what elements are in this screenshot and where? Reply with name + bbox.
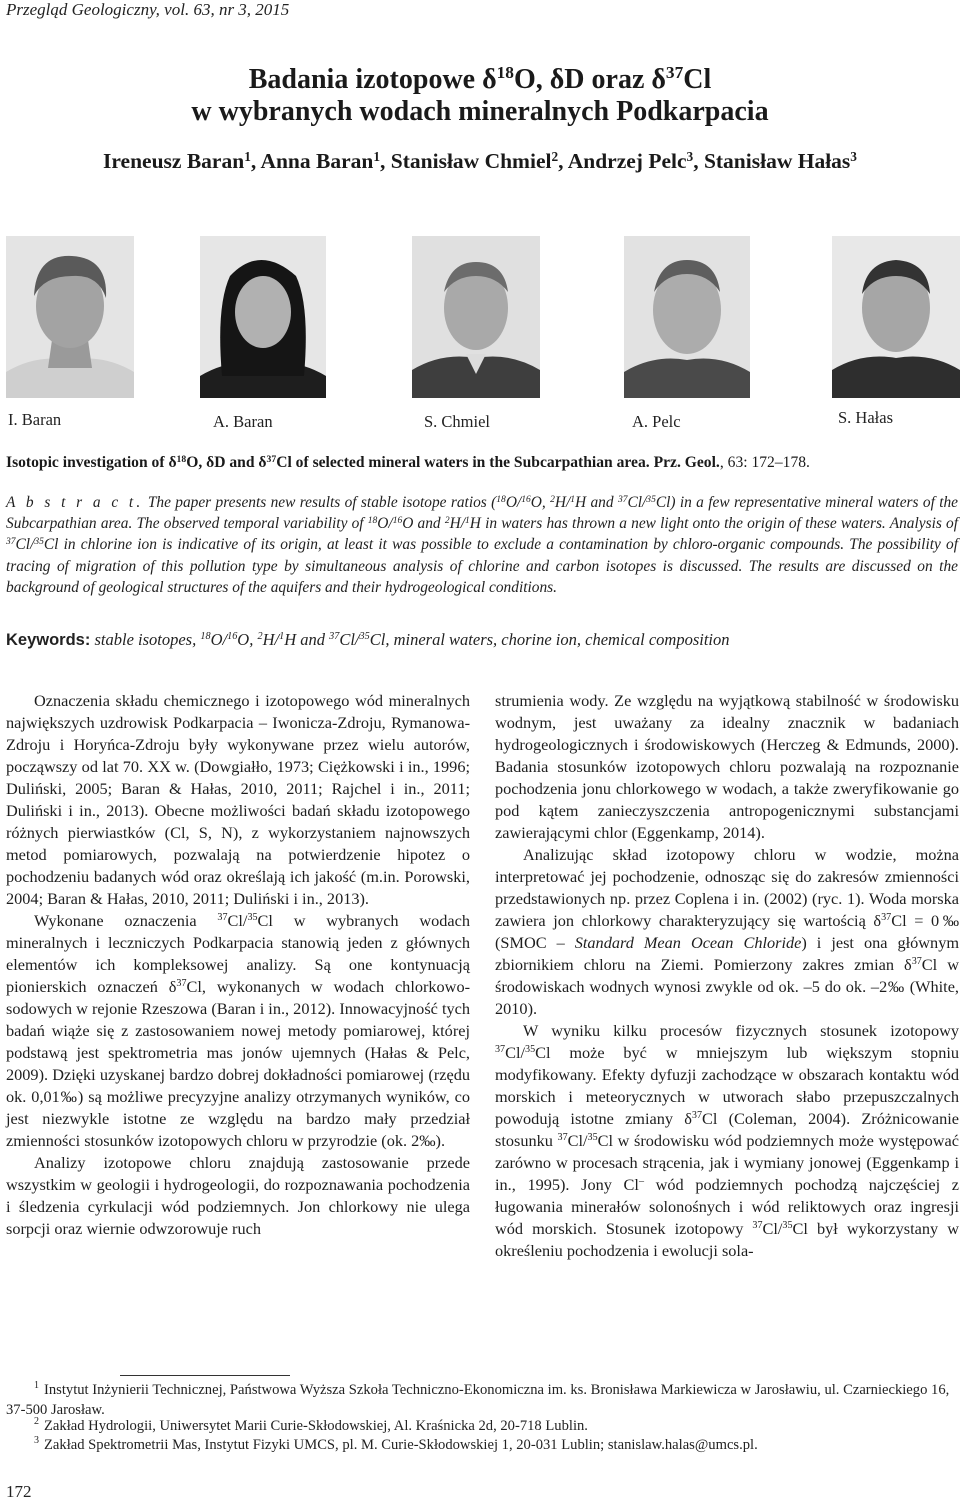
body-paragraph: Wykonane oznaczenia $^{37}$Cl/$^{35}$Cl w wybranych wodach mineralnych i leczniczych Podkarpacia stanowią jeden z głównych elementów ich kompleksowej analizy. Są one kontynuacją pionierskich oznaczeń $\delta^{37}Cl$, wykonanych w wodach chlorkowo-sodowych w rejonie Rzeszowa (Baran i in., 2012). Innowacyjność tych badań wiąże się z zastosowaniem nowej metody pomiarowej, której podstawą jest spektrometria mas jonów ujemnych (Hałas & Pelc, 2009). Dzięki uzyskanej bardzo dobrej dokładności pomiarowej (rzędu ok. 0,01‰) są możliwe precyzyjne analizy otrzymanych wyników, co jest niezwykle istotne ze względu na bardzo mały przedział zmienności stosunków izotopowych chloru w przyrodzie (ok. 2‰). <box>6 911 471 1150</box>
photo-caption: A. Baran <box>213 412 273 431</box>
footnote-divider <box>120 1375 290 1376</box>
author-name: Andrzej Pelc <box>567 149 687 173</box>
author-photo <box>412 236 540 398</box>
journal-header: Przegląd Geologiczny, vol. 63, nr 3, 2015 <box>6 0 290 19</box>
portrait-image <box>6 236 134 398</box>
body-paragraph: Analizując skład izotopowy chloru w wodzie, można interpretować jej pochodzenie, odnosząc się do zakresów zmienności przedstawionych np. przez Coplena i in. (2002) (ryc. 1). Woda morska zawiera jon chlorkowy charakteryzujący się wartością $\delta^{37}Cl$ = 0‰ (SMOC – Standard Mean Ocean Chloride) i jest ona głównym zbiornikiem chloru na Ziemi. Pomierzony zakres zmian $\delta^{37}Cl$ w środowiskach wodnych wynosi zwykle od ok. –5 do ok. –2‰ (White, 2010). <box>495 845 959 1018</box>
author-photo <box>624 236 750 398</box>
author-photo <box>200 236 326 398</box>
portrait-image <box>412 236 540 398</box>
footnote: $^2$ Zakład Hydrologii, Uniwersytet Marii Curie-Skłodowskiej, Al. Kraśnicka 2d, 20-718 Lublin. <box>34 1416 588 1434</box>
photo-caption: S. Hałas <box>838 408 893 427</box>
english-title-citation: Isotopic investigation of $\delta^{18}O$, δD and $\delta^{37}Cl$ of selected mineral waters in the Subcarpathian area. Prz. Geol., 63: 172–178. <box>6 453 810 471</box>
body-paragraph: Oznaczenia składu chemicznego i izotopowego wód mineralnych największych uzdrowisk Podkarpacia – Iwonicza-Zdroju, Rymanowa-Zdroju i Horyńca-Zdroju były wykonywane przez wielu autorów, począwszy od lat 70. XX w. (Dowgiałło, 1973; Ciężkowski i in., 1996; Duliński, 2005; Baran & Hałas, 2010, 2011; Rajchel i in., 2011; Duliński i in., 2013). Obecne możliwości badań składu izotopowego różnych pierwiastków (Cl, S, N), z wykorzystaniem najnowszych metod pomiarowych, pozwalają na potwierdzenie hipotez o pochodzeniu badanych wód oraz określają ich jakość (m.in. Porowski, 2004; Baran & Hałas, 2010, 2011; Duliński i in., 2013). <box>6 691 470 908</box>
author-name: Stanisław Hałas <box>703 149 851 173</box>
article-title-line2: w wybranych wodach mineralnych Podkarpacia <box>191 96 769 127</box>
abstract-label: A b s t r a c t. <box>6 494 144 511</box>
author-photo <box>832 236 960 398</box>
body-column-right <box>495 690 959 1262</box>
body-column-left <box>6 690 470 1240</box>
author-photo <box>6 236 134 398</box>
keywords: Keywords: stable isotopes, $^{18}$O/$^{16}$O, $^2$H/$^1$H and $^{37}$Cl/$^{35}$Cl, mineral waters, chorine ion, chemical composition <box>6 630 730 649</box>
author-name: Stanisław Chmiel <box>390 149 552 173</box>
photo-caption: S. Chmiel <box>424 412 491 431</box>
article-title: Badania izotopowe $\delta^{18}O$, δD oraz $\delta^{37}Cl$ <box>248 63 712 95</box>
author-list: Ireneusz Baran$^1$, Anna Baran$^1$, Stanisław Chmiel$^2$, Andrzej Pelc$^3$, Stanisław Hałas$^3$ <box>103 148 857 173</box>
portrait-image <box>832 236 960 398</box>
body-paragraph: strumienia wody. Ze względu na wyjątkową stabilność w środowisku wodnym, jest uważany za idealny znacznik w badaniach hydrogeologicznych i środowiskowych (Herczeg & Edmunds, 2000). Badania stosunków izotopowych chloru pozwalają na rozpoznanie pochodzenia jonu chlorkowego w wodach, a także zweryfikowanie go pod kątem zanieczyszczenia antropogenicznymi substancjami zawierającymi chlor (Eggenkamp, 2014). <box>495 691 959 842</box>
footnote: $^3$ Zakład Spektrometrii Mas, Instytut Fizyki UMCS, pl. M. Curie-Skłodowskiej 1, 20-031 Lublin; stanislaw.halas@umcs.pl. <box>34 1435 758 1453</box>
body-paragraph: W wyniku kilku procesów fizycznych stosunek izotopowy $^{37}$Cl/$^{35}$Cl może być w mniejszym lub większym stopniu modyfikowany. Efekty dyfuzji zachodzące w obszarach kontaktu wód morskich i meteorycznych w utworach słabo przepuszczalnych powodują istotne zmiany $\delta^{37}Cl$ (Coleman, 2004). Zróżnicowanie stosunku $^{37}$Cl/$^{35}$Cl w środowisku wód podziemnych może występować zarówno w procesach strącenia, jak i wymiany jonowej (Eggenkamp i in., 1995). Jony Cl– wód podziemnych pochodzą najczęściej z ługowania minerałów solonośnych i wód reliktowych oraz ingresji wód morskich. Stosunek izotopowy $^{37}$Cl/$^{35}$Cl był wykorzystany w określeniu pochodzenia i ewolucji sola- <box>495 1021 959 1260</box>
footnote: $^1$ Instytut Inżynierii Technicznej, Państwowa Wyższa Szkoła Techniczno-Ekonomiczna im. ks. Bronisława Markiewicza w Jarosławiu, ul. Czarnieckiego 16, 37-500 Jarosław. <box>6 1380 950 1418</box>
page-number: 172 <box>6 1482 32 1501</box>
portrait-image <box>200 236 326 398</box>
keywords-label: Keywords: <box>6 631 91 649</box>
photo-caption: A. Pelc <box>632 412 681 431</box>
author-name: Anna Baran <box>260 149 374 173</box>
portrait-image <box>624 236 750 398</box>
photo-caption: I. Baran <box>8 410 62 429</box>
abstract: A b s t r a c t. The paper presents new results of stable isotope ratios ($^{18}$O/$^{16}$O, $^2$H/$^1$H and $^{37}$Cl/$^{35}$Cl) in a few representative mineral waters of the Subcarpathian area. The observed temporal variability of $^{18}$O/$^{16}$O and $^2$H/$^1$H in waters has thrown a new light onto the origin of these waters. Analysis of $^{37}$Cl/$^{35}$Cl in chlorine ion is indicative of its origin, at least it was possible to exclude a contamination by chloro-organic compounds. The possibility of tracing of migration of this pollution type by simultaneous analysis of chlorine and carbon isotopes is discussed. The results are discussed on the background of geological structures of the aquifers and their hydrogeological conditions. <box>6 493 959 596</box>
author-name: Ireneusz Baran <box>103 149 245 173</box>
body-paragraph: Analizy izotopowe chloru znajdują zastosowanie przede wszystkim w geologii i hydrogeologii, do rozpoznawania pochodzenia i śledzenia cyrkulacji wód podziemnych. Jon chlorkowy nie ulega sorpcji oraz wiernie odwzorowuje ruch <box>6 1153 470 1238</box>
